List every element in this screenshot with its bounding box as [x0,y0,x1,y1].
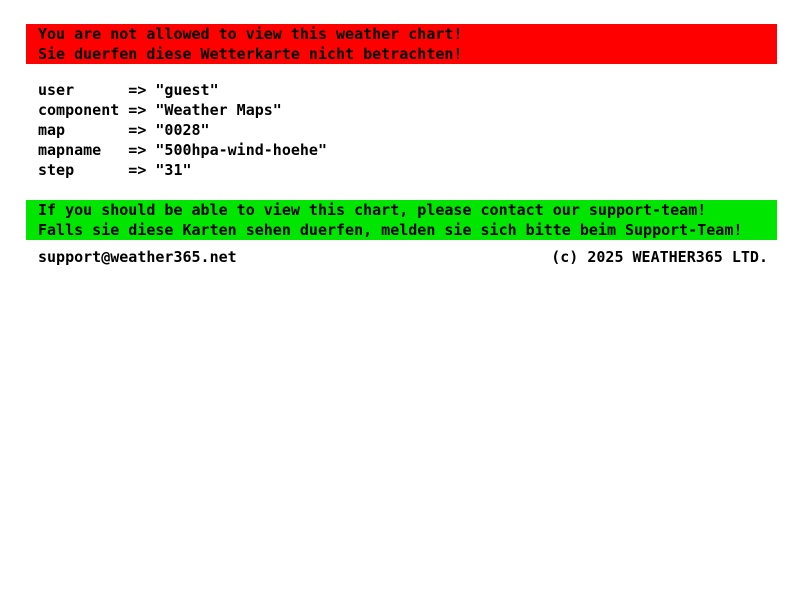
support-banner [26,200,777,240]
detail-row-mapname [38,140,777,160]
detail-value: "500hpa-wind-hoehe" [155,141,327,159]
arrow-glyph: => [128,121,147,139]
support-email: support@weather365.net [38,248,237,266]
arrow-glyph: => [128,81,147,99]
detail-key: map [38,121,66,139]
detail-key: component [38,101,120,119]
footer [26,247,777,267]
detail-row-user [38,80,777,100]
detail-value: "guest" [155,81,219,99]
copyright-notice: (c) 2025 WEATHER365 LTD. [551,248,768,266]
support-message-german: Falls sie diese Karten sehen duerfen, melden sie sich bitte beim Support-Team! [38,221,743,239]
error-message-english: You are not allowed to view this weather chart! [38,25,463,43]
detail-key: step [38,161,75,179]
detail-key: mapname [38,141,102,159]
error-banner [26,24,777,64]
detail-value: "0028" [155,121,210,139]
detail-row-step [38,160,777,180]
page-content [26,0,777,267]
detail-key: user [38,81,75,99]
detail-row-map [38,120,777,140]
request-details [26,80,777,180]
detail-row-component [38,100,777,120]
detail-value: "31" [155,161,192,179]
arrow-glyph: => [128,161,147,179]
error-message-german: Sie duerfen diese Wetterkarte nicht betrachten! [38,45,463,63]
support-message-english: If you should be able to view this chart, please contact our support-team! [38,201,707,219]
detail-value: "Weather Maps" [155,101,282,119]
arrow-glyph: => [128,141,147,159]
arrow-glyph: => [128,101,147,119]
